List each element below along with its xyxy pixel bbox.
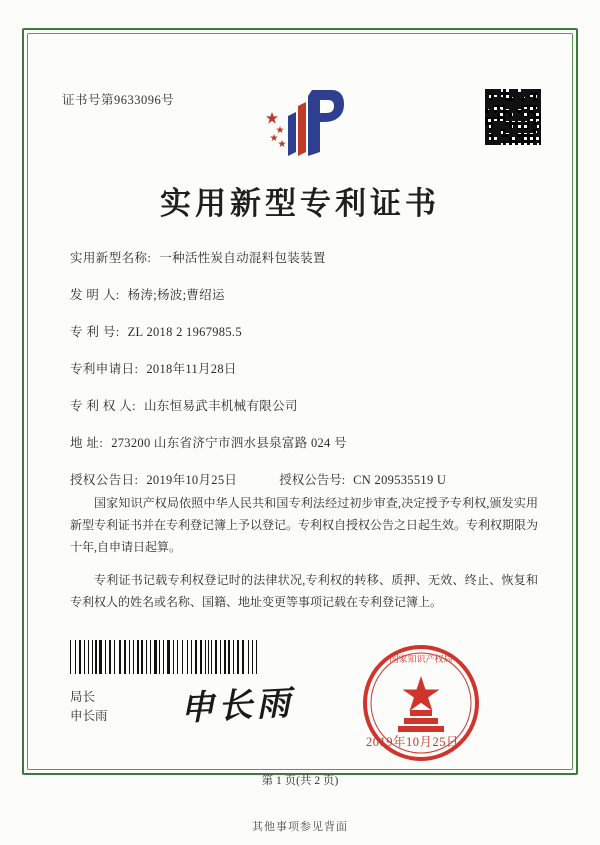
- field-value: 杨涛;杨波;曹绍运: [127, 288, 225, 302]
- director-title: 局长: [70, 690, 96, 704]
- field-row: [70, 248, 540, 266]
- field-label: 实用新型名称:: [70, 251, 152, 265]
- field-value: 山东恒易武丰机械有限公司: [144, 399, 298, 413]
- signature-block: [70, 688, 108, 726]
- field-label: 专 利 权 人:: [70, 399, 137, 413]
- page-title: 实用新型专利证书: [160, 186, 440, 222]
- grant-date-label: 授权公告日:: [70, 473, 139, 487]
- field-row: [70, 433, 540, 451]
- certificate-number: 证书号第9633096号: [62, 93, 175, 107]
- field-row: [70, 322, 540, 340]
- legal-text: [70, 492, 538, 623]
- director-name: 申长雨: [70, 708, 108, 723]
- field-value: 273200 山东省济宁市泗水县泉富路 024 号: [111, 436, 347, 450]
- patent-office-logo-icon: [262, 86, 346, 160]
- field-row: [70, 396, 540, 414]
- paragraph: 专利证书记载专利权登记时的法律状况,专利权的转移、质押、无效、终止、恢复和专利权人的姓名或名称、国籍、地址变更等事项记载在专利登记簿上。: [70, 572, 538, 609]
- svg-text:国家知识产权局: 国家知识产权局: [389, 655, 453, 665]
- grant-row: [70, 470, 540, 488]
- field-label: 专 利 号:: [70, 325, 120, 339]
- footer-note: 其他事项参见背面: [252, 821, 348, 833]
- paragraph: 国家知识产权局依照中华人民共和国专利法经过初步审查,决定授予专利权,颁发实用新型专利证书并在专利登记簿上予以登记。专利权自授权公告之日起生效。专利权期限为十年,自申请日起算。: [70, 496, 539, 555]
- qr-code-icon: [484, 88, 542, 146]
- fields-list: [70, 248, 540, 507]
- field-label: 发 明 人:: [70, 288, 120, 302]
- barcode: [70, 640, 260, 674]
- grant-number-value: CN 209535519 U: [353, 473, 447, 487]
- grant-number-label: 授权公告号:: [279, 473, 346, 487]
- page-number: 第 1 页(共 2 页): [261, 775, 339, 787]
- field-value: 2018年11月28日: [146, 362, 237, 376]
- handwritten-signature: 申长雨: [179, 683, 296, 729]
- field-label: 专利申请日:: [70, 362, 139, 376]
- grant-date-value: 2019年10月25日: [146, 473, 238, 487]
- field-label: 地 址:: [70, 436, 104, 450]
- seal-date: 2019年10月25日: [366, 735, 460, 749]
- field-row: [70, 359, 540, 377]
- field-value: ZL 2018 2 1967985.5: [127, 325, 242, 339]
- field-row: [70, 285, 540, 303]
- field-value: 一种活性炭自动混料包装装置: [159, 251, 326, 265]
